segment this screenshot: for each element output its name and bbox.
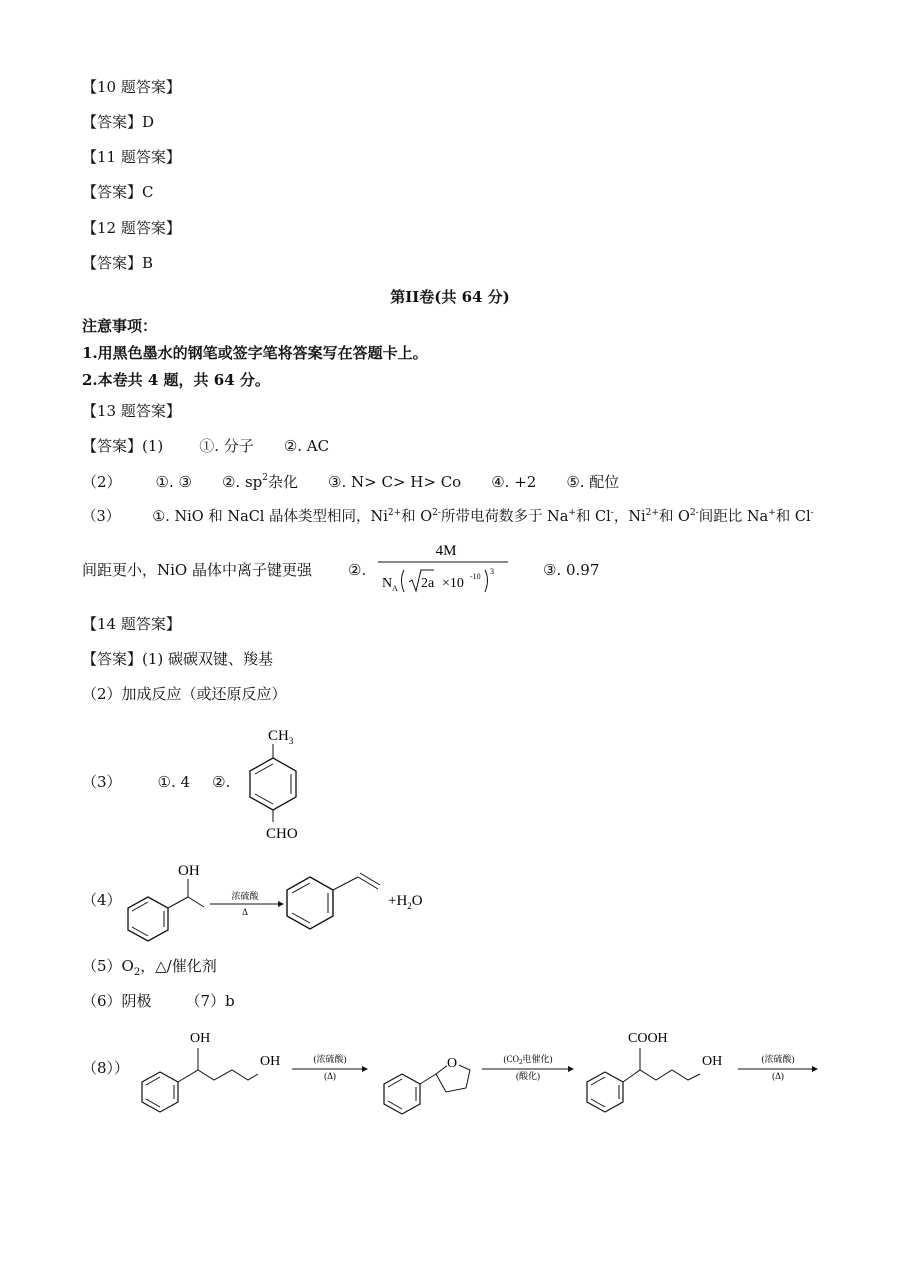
benzene-ring-reactant	[128, 897, 168, 941]
formula-na: N	[382, 576, 393, 591]
water-label: $+H_2O$	[388, 893, 423, 911]
q13-part-1	[82, 436, 329, 456]
inner-double-3	[255, 794, 273, 804]
oh-label: OH	[178, 863, 200, 879]
explanation-end: 间距更小，NiO 晶体中离子键更强	[82, 561, 312, 579]
part-number: （3）	[82, 509, 121, 525]
q13-part-2	[82, 472, 619, 492]
arrow-1-top: (浓硫酸)	[313, 1054, 347, 1064]
q14-part-3	[82, 772, 230, 792]
benzene-ring-1	[142, 1072, 178, 1112]
arrow-3-top: (浓硫酸)	[761, 1054, 795, 1064]
answer-value: D	[142, 113, 155, 131]
formula-label: ②.	[348, 561, 367, 579]
q14-part-4-number: （4）	[82, 891, 122, 909]
answer-prefix: 【答案】	[82, 113, 143, 131]
item-b: ②.	[212, 773, 231, 791]
vinyl-double-1	[358, 877, 378, 889]
cooh-label: COOH	[628, 1031, 668, 1046]
p-tolualdehyde-structure	[250, 722, 320, 847]
condition-top: 浓硫酸	[231, 891, 259, 901]
item-a: ①. 4	[157, 773, 191, 791]
item-a: ①. 分子	[199, 437, 254, 455]
section-title: 第II卷(共 64 分)	[390, 288, 510, 306]
chain-3	[623, 1070, 700, 1082]
q14-part-2: （2）加成反应（或还原反应）	[82, 685, 287, 703]
q13-item-c: ③. 0.97	[543, 561, 600, 579]
q14-header: 【14 题答案】	[82, 615, 181, 633]
ch3-label: $CH_3$	[268, 728, 294, 746]
density-formula	[372, 540, 522, 602]
q10-header: 【10 题答案】	[82, 78, 181, 96]
benzene-ring-3	[587, 1072, 623, 1112]
answer-value: C	[142, 183, 154, 201]
bond-ch-ch3	[188, 897, 204, 907]
formula-cube: 3	[490, 567, 494, 576]
inner-double-2	[255, 764, 273, 774]
item-c: ③. N> C> H> Co	[328, 473, 462, 491]
synthesis-route	[140, 1022, 830, 1112]
dehydration-reaction	[120, 855, 450, 945]
explanation: ①. NiO 和 NaCl 晶体类型相同，$Ni^{2+}$和 $O^{2-}$所带电荷数多于 Na+和 Cl-，$Ni^{2+}$和 $O^{2-}$间距比 Na+和 Cl-	[152, 508, 814, 525]
q11-answer	[82, 182, 154, 202]
part-text: (1) 碳碳双键、羧基	[142, 650, 274, 668]
benzene-ring	[250, 758, 296, 810]
q13-part-3	[82, 507, 814, 527]
item-e: ⑤. 配位	[566, 473, 620, 491]
benzene-ring-product	[287, 877, 333, 929]
formula-exp: -10	[470, 572, 481, 581]
note-2: 2.本卷共 4 题，共 64 分。	[82, 371, 270, 389]
q10-answer	[82, 112, 154, 132]
note-1: 1.用黑色墨水的钢笔或签字笔将答案写在答题卡上。	[82, 344, 428, 362]
cho-label: CHO	[266, 826, 298, 842]
condition-bottom: Δ	[242, 907, 248, 917]
vinyl-bond	[333, 877, 358, 890]
q14-part-8-number: （8））	[82, 1059, 130, 1077]
formula-na-sub: A	[392, 584, 398, 593]
notes-title: 注意事项：	[82, 317, 158, 335]
ring-oxygen: O	[447, 1056, 458, 1071]
item-b: ②. AC	[283, 437, 330, 455]
item-a: ①. ③	[155, 473, 192, 491]
left-paren	[402, 570, 405, 592]
arrow-2-top: ($CO_2$电催化)	[503, 1054, 553, 1066]
arrow-3-bottom: (Δ)	[772, 1071, 784, 1081]
q14-part-1	[82, 649, 273, 669]
formula-times: ×10	[442, 576, 464, 591]
answer-prefix: 【答案】	[82, 650, 143, 668]
item-d: ④. +2	[491, 473, 537, 491]
q11-header: 【11 题答案】	[82, 148, 181, 166]
part-number: （3）	[82, 773, 122, 791]
q13-part-3-continued	[82, 560, 312, 580]
vinyl-double-2	[360, 873, 380, 885]
oh-label-2: OH	[260, 1054, 281, 1069]
oh-label-1: OH	[190, 1031, 211, 1046]
arrow-1-bottom: (Δ)	[324, 1071, 336, 1081]
answer-prefix: 【答案】	[82, 437, 143, 455]
arrow-2-bottom: (酸化)	[516, 1071, 540, 1081]
benzene-ring-2	[384, 1074, 420, 1114]
part-number: （2）	[82, 473, 122, 491]
answer-prefix: 【答案】	[82, 183, 143, 201]
answer-prefix: 【答案】	[82, 254, 143, 272]
bond-ring-ch	[168, 897, 188, 908]
butyl-chain	[178, 1070, 258, 1082]
part-6: （6）阴极	[82, 992, 152, 1010]
answer-value: B	[142, 254, 154, 272]
q14-part-6-7	[82, 991, 235, 1011]
q12-header: 【12 题答案】	[82, 219, 181, 237]
formula-sqrt-arg: 2a	[421, 576, 435, 591]
part-number: (1)	[142, 437, 164, 455]
item-b: ②. $sp^2$杂化	[221, 473, 299, 491]
q12-answer	[82, 253, 153, 273]
right-paren	[485, 570, 488, 592]
formula-numerator: 4M	[435, 543, 457, 559]
q13-header: 【13 题答案】	[82, 402, 181, 420]
part-7: （7）b	[185, 992, 235, 1010]
q14-part-5: $(5)O_2$，△/催化剂	[82, 957, 217, 978]
oh-label-3: OH	[702, 1054, 723, 1069]
